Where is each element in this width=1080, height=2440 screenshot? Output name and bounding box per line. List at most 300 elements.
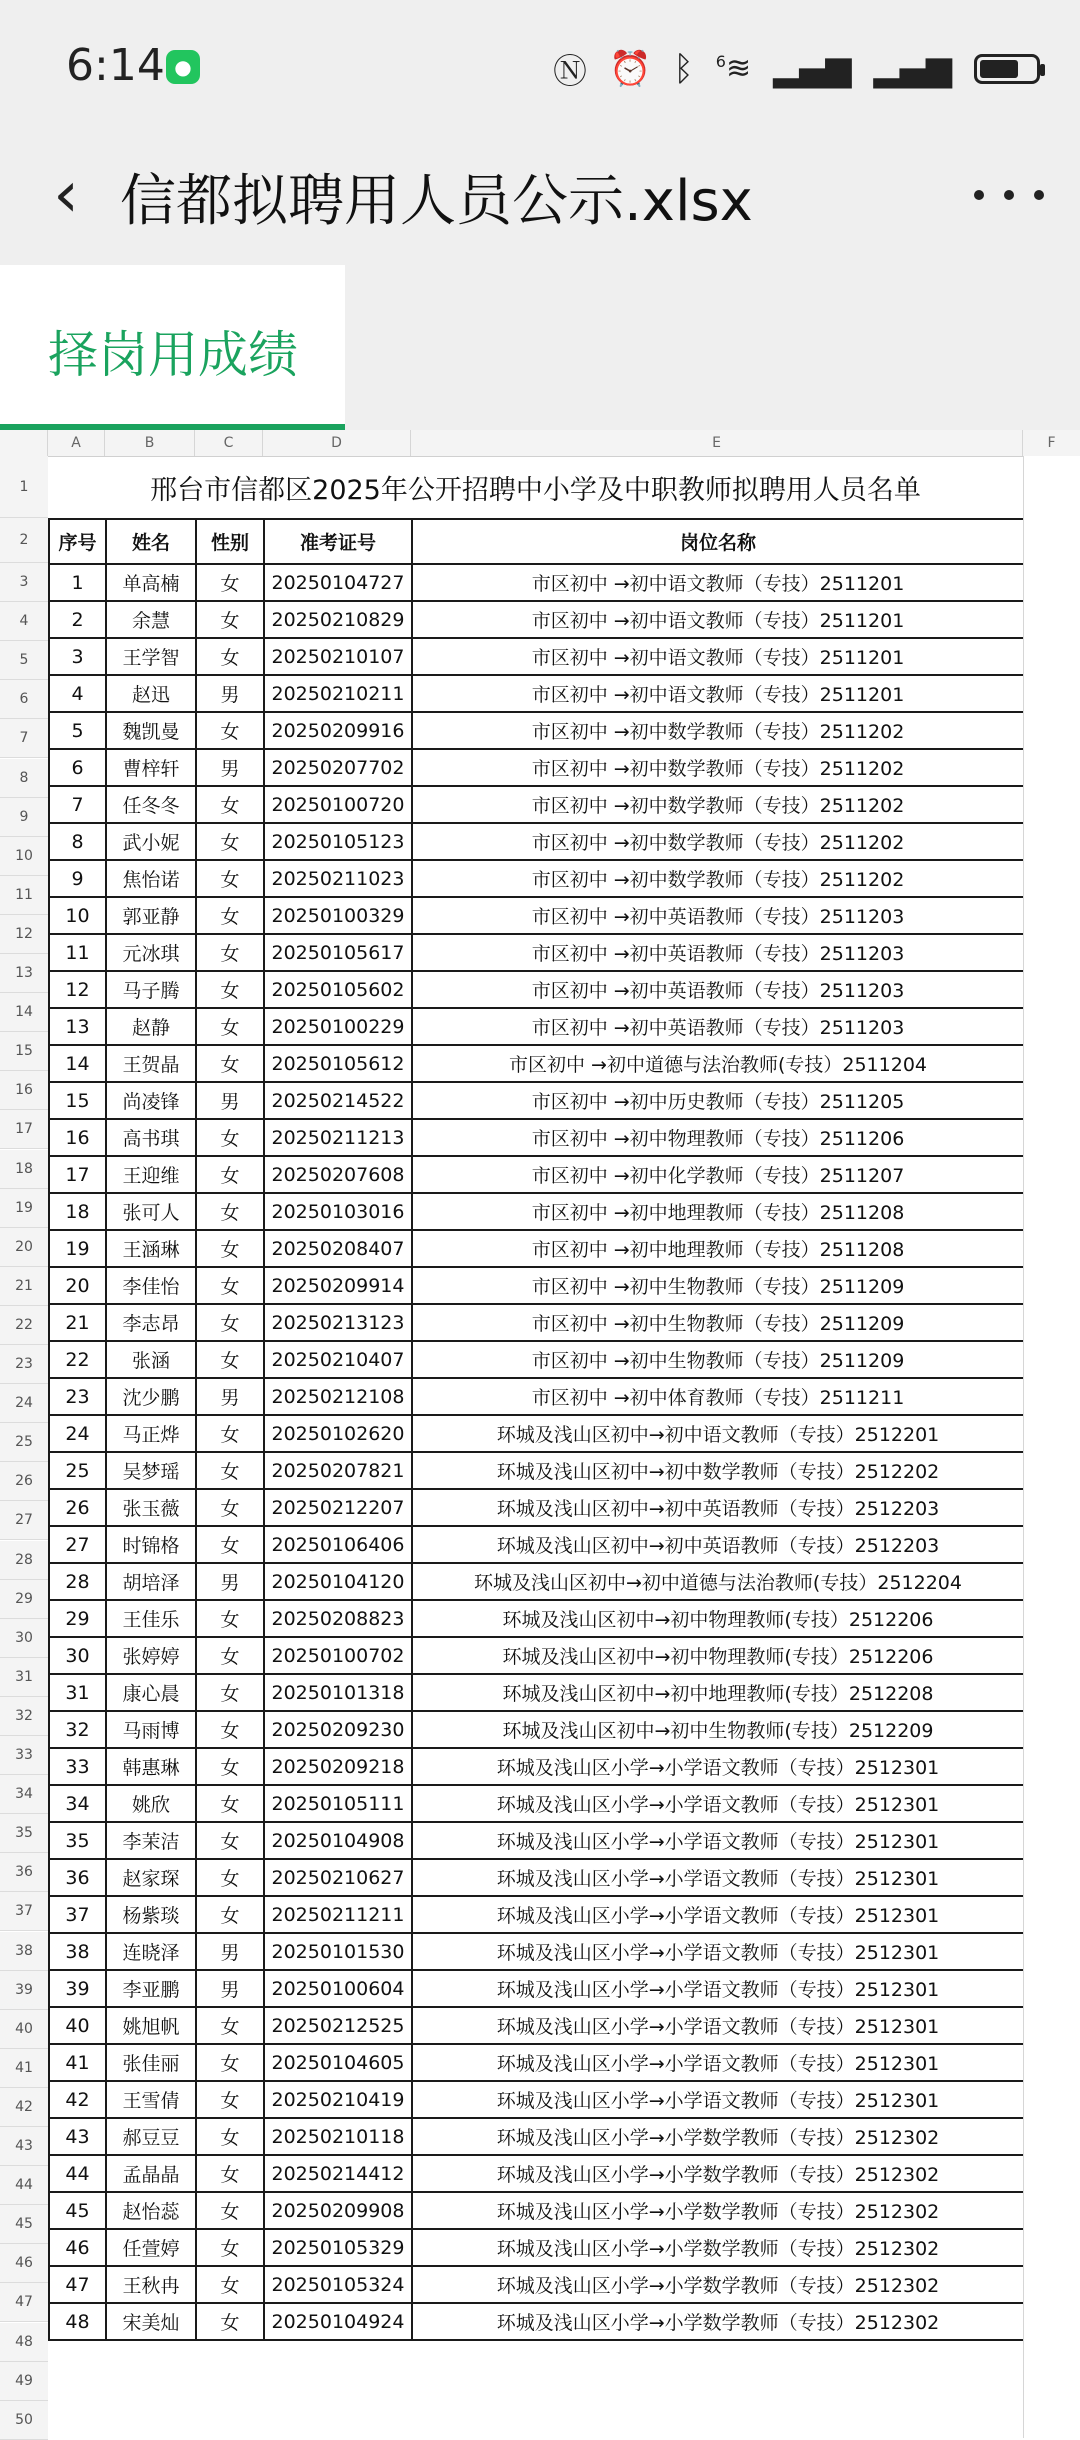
table-cell[interactable]: 20250214412 (264, 2155, 412, 2192)
table-cell[interactable]: 20250104924 (264, 2303, 412, 2340)
table-cell[interactable]: 环城及浅山区小学→小学数学教师（专技）2512302 (412, 2303, 1024, 2340)
row-number[interactable]: 25 (0, 1423, 48, 1462)
row-number[interactable]: 39 (0, 1971, 48, 2010)
table-cell[interactable]: 吴梦瑶 (106, 1452, 196, 1489)
table-cell[interactable]: 女 (196, 1304, 264, 1341)
table-cell[interactable]: 33 (49, 1748, 106, 1785)
table-cell[interactable]: 女 (196, 1045, 264, 1082)
table-cell[interactable]: 19 (49, 1230, 106, 1267)
table-cell[interactable]: 20 (49, 1267, 106, 1304)
table-cell[interactable]: 张可人 (106, 1193, 196, 1230)
table-cell[interactable]: 赵迅 (106, 675, 196, 712)
table-cell[interactable]: 25 (49, 1452, 106, 1489)
table-cell[interactable]: 环城及浅山区小学→小学语文教师（专技）2512301 (412, 1822, 1024, 1859)
table-cell[interactable]: 市区初中 →初中历史教师（专技）2511205 (412, 1082, 1024, 1119)
table-cell[interactable]: 王雪倩 (106, 2081, 196, 2118)
table-cell[interactable]: 20250211213 (264, 1119, 412, 1156)
table-cell[interactable]: 女 (196, 2192, 264, 2229)
table-cell[interactable]: 王秋冉 (106, 2266, 196, 2303)
table-cell[interactable]: 37 (49, 1896, 106, 1933)
table-cell[interactable]: 焦怡诺 (106, 860, 196, 897)
table-cell[interactable]: 环城及浅山区初中→初中语文教师（专技）2512201 (412, 1415, 1024, 1452)
corner-cell[interactable] (0, 430, 48, 456)
table-cell[interactable]: 女 (196, 1415, 264, 1452)
table-cell[interactable]: 17 (49, 1156, 106, 1193)
table-cell[interactable]: 43 (49, 2118, 106, 2155)
table-cell[interactable]: 48 (49, 2303, 106, 2340)
row-number[interactable]: 27 (0, 1501, 48, 1540)
column-header[interactable]: A (48, 430, 105, 456)
table-cell[interactable]: 孟晶晶 (106, 2155, 196, 2192)
row-number[interactable]: 46 (0, 2244, 48, 2283)
table-cell[interactable]: 张玉薇 (106, 1489, 196, 1526)
table-cell[interactable]: 市区初中 →初中数学教师（专技）2511202 (412, 786, 1024, 823)
table-cell[interactable]: 20250105329 (264, 2229, 412, 2266)
table-cell[interactable]: 环城及浅山区小学→小学语文教师（专技）2512301 (412, 2044, 1024, 2081)
table-cell[interactable]: 男 (196, 1970, 264, 2007)
header-cell[interactable]: 序号 (49, 519, 106, 564)
table-cell[interactable]: 20250105123 (264, 823, 412, 860)
table-cell[interactable]: 11 (49, 934, 106, 971)
table-cell[interactable]: 马雨博 (106, 1711, 196, 1748)
table-cell[interactable]: 42 (49, 2081, 106, 2118)
table-cell[interactable]: 女 (196, 2303, 264, 2340)
table-cell[interactable]: 李佳怡 (106, 1267, 196, 1304)
row-number[interactable]: 44 (0, 2166, 48, 2205)
table-cell[interactable]: 28 (49, 1563, 106, 1600)
table-cell[interactable]: 女 (196, 1711, 264, 1748)
table-cell[interactable]: 20250104908 (264, 1822, 412, 1859)
table-cell[interactable]: 20250100229 (264, 1008, 412, 1045)
table-cell[interactable]: 女 (196, 638, 264, 675)
row-number[interactable]: 12 (0, 915, 48, 954)
table-cell[interactable]: 张佳丽 (106, 2044, 196, 2081)
table-cell[interactable]: 市区初中 →初中语文教师（专技）2511201 (412, 675, 1024, 712)
table-cell[interactable]: 20250209914 (264, 1267, 412, 1304)
row-number[interactable]: 8 (0, 759, 48, 798)
table-cell[interactable]: 女 (196, 2155, 264, 2192)
table-cell[interactable]: 20250100720 (264, 786, 412, 823)
table-cell[interactable]: 20250105617 (264, 934, 412, 971)
table-cell[interactable]: 赵怡蕊 (106, 2192, 196, 2229)
table-cell[interactable]: 环城及浅山区小学→小学数学教师（专技）2512302 (412, 2155, 1024, 2192)
table-cell[interactable]: 连晓泽 (106, 1933, 196, 1970)
table-cell[interactable]: 李亚鹏 (106, 1970, 196, 2007)
table-cell[interactable]: 环城及浅山区小学→小学语文教师（专技）2512301 (412, 2081, 1024, 2118)
row-number[interactable]: 10 (0, 837, 48, 876)
table-cell[interactable]: 环城及浅山区初中→初中英语教师（专技）2512203 (412, 1526, 1024, 1563)
table-cell[interactable]: 20250212207 (264, 1489, 412, 1526)
row-number[interactable]: 20 (0, 1228, 48, 1267)
table-cell[interactable]: 36 (49, 1859, 106, 1896)
table-cell[interactable]: 环城及浅山区初中→初中道德与法治教师(专技）2512204 (412, 1563, 1024, 1600)
table-cell[interactable]: 男 (196, 749, 264, 786)
table-cell[interactable]: 20250101318 (264, 1674, 412, 1711)
header-cell[interactable]: 岗位名称 (412, 519, 1024, 564)
row-number[interactable]: 40 (0, 2010, 48, 2049)
row-number[interactable]: 19 (0, 1189, 48, 1228)
table-cell[interactable]: 市区初中 →初中地理教师（专技）2511208 (412, 1193, 1024, 1230)
row-number[interactable]: 35 (0, 1814, 48, 1853)
table-cell[interactable]: 20250209908 (264, 2192, 412, 2229)
row-number[interactable]: 2 (0, 518, 48, 563)
column-header[interactable]: F (1047, 435, 1056, 451)
table-cell[interactable]: 女 (196, 971, 264, 1008)
table-cell[interactable]: 姚欣 (106, 1785, 196, 1822)
table-cell[interactable]: 20250212108 (264, 1378, 412, 1415)
table-cell[interactable]: 20250210118 (264, 2118, 412, 2155)
column-header[interactable]: C (195, 430, 263, 456)
row-number[interactable]: 33 (0, 1736, 48, 1775)
table-cell[interactable]: 女 (196, 1896, 264, 1933)
row-number[interactable]: 36 (0, 1853, 48, 1892)
table-cell[interactable]: 王佳乐 (106, 1600, 196, 1637)
table-cell[interactable]: 男 (196, 1933, 264, 1970)
table-cell[interactable]: 3 (49, 638, 106, 675)
table-cell[interactable]: 市区初中 →初中语文教师（专技）2511201 (412, 564, 1024, 601)
table-cell[interactable]: 20250207608 (264, 1156, 412, 1193)
table-cell[interactable]: 47 (49, 2266, 106, 2303)
row-number[interactable]: 22 (0, 1306, 48, 1345)
row-number[interactable]: 3 (0, 563, 48, 602)
row-number[interactable]: 9 (0, 798, 48, 837)
header-cell[interactable]: 准考证号 (264, 519, 412, 564)
table-cell[interactable]: 21 (49, 1304, 106, 1341)
table-cell[interactable]: 王学智 (106, 638, 196, 675)
row-number[interactable]: 11 (0, 876, 48, 915)
table-cell[interactable]: 市区初中 →初中化学教师（专技）2511207 (412, 1156, 1024, 1193)
row-number[interactable]: 23 (0, 1345, 48, 1384)
table-cell[interactable]: 39 (49, 1970, 106, 2007)
row-number[interactable]: 43 (0, 2127, 48, 2166)
table-cell[interactable]: 环城及浅山区初中→初中地理教师(专技）2512208 (412, 1674, 1024, 1711)
row-number[interactable]: 17 (0, 1110, 48, 1149)
table-cell[interactable]: 女 (196, 564, 264, 601)
table-cell[interactable]: 4 (49, 675, 106, 712)
table-cell[interactable]: 20250105111 (264, 1785, 412, 1822)
header-cell[interactable]: 姓名 (106, 519, 196, 564)
table-cell[interactable]: 20250210829 (264, 601, 412, 638)
table-cell[interactable]: 20250105602 (264, 971, 412, 1008)
table-cell[interactable]: 市区初中 →初中数学教师（专技）2511202 (412, 749, 1024, 786)
row-number[interactable]: 48 (0, 2323, 48, 2362)
table-cell[interactable]: 18 (49, 1193, 106, 1230)
table-cell[interactable]: 环城及浅山区小学→小学数学教师（专技）2512302 (412, 2266, 1024, 2303)
table-cell[interactable]: 时锦格 (106, 1526, 196, 1563)
table-cell[interactable]: 女 (196, 860, 264, 897)
table-cell[interactable]: 市区初中 →初中英语教师（专技）2511203 (412, 897, 1024, 934)
table-cell[interactable]: 38 (49, 1933, 106, 1970)
table-cell[interactable]: 女 (196, 1267, 264, 1304)
table-cell[interactable]: 30 (49, 1637, 106, 1674)
table-cell[interactable]: 12 (49, 971, 106, 1008)
table-cell[interactable]: 24 (49, 1415, 106, 1452)
table-cell[interactable]: 市区初中 →初中数学教师（专技）2511202 (412, 712, 1024, 749)
row-number[interactable]: 21 (0, 1267, 48, 1306)
row-number[interactable]: 4 (0, 602, 48, 641)
table-cell[interactable]: 女 (196, 2081, 264, 2118)
row-number[interactable]: 30 (0, 1619, 48, 1658)
table-cell[interactable]: 20250209916 (264, 712, 412, 749)
row-number[interactable]: 14 (0, 993, 48, 1032)
table-cell[interactable]: 环城及浅山区小学→小学语文教师（专技）2512301 (412, 1896, 1024, 1933)
table-cell[interactable]: 20250104605 (264, 2044, 412, 2081)
table-cell[interactable]: 20250209218 (264, 1748, 412, 1785)
table-cell[interactable]: 27 (49, 1526, 106, 1563)
table-cell[interactable]: 20250105612 (264, 1045, 412, 1082)
table-cell[interactable]: 余慧 (106, 601, 196, 638)
table-cell[interactable]: 市区初中 →初中语文教师（专技）2511201 (412, 638, 1024, 675)
table-cell[interactable]: 女 (196, 601, 264, 638)
table-cell[interactable]: 环城及浅山区小学→小学数学教师（专技）2512302 (412, 2192, 1024, 2229)
table-cell[interactable]: 环城及浅山区初中→初中生物教师(专技）2512209 (412, 1711, 1024, 1748)
row-number[interactable]: 42 (0, 2088, 48, 2127)
table-cell[interactable]: 23 (49, 1378, 106, 1415)
row-number[interactable]: 38 (0, 1932, 48, 1971)
table-cell[interactable]: 20250103016 (264, 1193, 412, 1230)
table-cell[interactable]: 20250213123 (264, 1304, 412, 1341)
row-number[interactable]: 5 (0, 641, 48, 680)
table-cell[interactable]: 5 (49, 712, 106, 749)
table-cell[interactable]: 8 (49, 823, 106, 860)
table-cell[interactable]: 20250211211 (264, 1896, 412, 1933)
table-cell[interactable]: 杨紫琰 (106, 1896, 196, 1933)
table-cell[interactable]: 环城及浅山区小学→小学语文教师（专技）2512301 (412, 1933, 1024, 1970)
table-cell[interactable]: 7 (49, 786, 106, 823)
table-cell[interactable]: 20250208407 (264, 1230, 412, 1267)
table-cell[interactable]: 市区初中 →初中数学教师（专技）2511202 (412, 860, 1024, 897)
table-cell[interactable]: 女 (196, 2044, 264, 2081)
table-cell[interactable]: 女 (196, 1859, 264, 1896)
table-cell[interactable]: 张涵 (106, 1341, 196, 1378)
table-cell[interactable]: 女 (196, 786, 264, 823)
table-cell[interactable]: 20250100702 (264, 1637, 412, 1674)
table-cell[interactable]: 李茉洁 (106, 1822, 196, 1859)
table-cell[interactable]: 市区初中 →初中语文教师（专技）2511201 (412, 601, 1024, 638)
row-number[interactable]: 50 (0, 2401, 48, 2440)
table-cell[interactable]: 20250211023 (264, 860, 412, 897)
table-cell[interactable]: 姚旭帆 (106, 2007, 196, 2044)
column-header[interactable]: D (263, 430, 411, 456)
table-cell[interactable]: 市区初中 →初中数学教师（专技）2511202 (412, 823, 1024, 860)
table-cell[interactable]: 男 (196, 675, 264, 712)
table-cell[interactable]: 20250104727 (264, 564, 412, 601)
table-cell[interactable]: 20250208823 (264, 1600, 412, 1637)
table-cell[interactable]: 任冬冬 (106, 786, 196, 823)
row-number[interactable]: 34 (0, 1775, 48, 1814)
table-cell[interactable]: 市区初中 →初中生物教师（专技）2511209 (412, 1304, 1024, 1341)
table-cell[interactable]: 康心晨 (106, 1674, 196, 1711)
table-cell[interactable]: 元冰琪 (106, 934, 196, 971)
table-cell[interactable]: 任萱婷 (106, 2229, 196, 2266)
row-number[interactable]: 15 (0, 1032, 48, 1071)
table-cell[interactable]: 市区初中 →初中道德与法治教师(专技）2511204 (412, 1045, 1024, 1082)
table-cell[interactable]: 环城及浅山区初中→初中物理教师(专技）2512206 (412, 1637, 1024, 1674)
table-cell[interactable]: 31 (49, 1674, 106, 1711)
table-cell[interactable]: 女 (196, 1008, 264, 1045)
table-cell[interactable]: 20250210627 (264, 1859, 412, 1896)
table-cell[interactable]: 女 (196, 1489, 264, 1526)
row-number[interactable]: 1 (0, 456, 48, 518)
table-cell[interactable]: 市区初中 →初中生物教师（专技）2511209 (412, 1267, 1024, 1304)
table-cell[interactable]: 男 (196, 1082, 264, 1119)
table-cell[interactable]: 环城及浅山区初中→初中物理教师(专技）2512206 (412, 1600, 1024, 1637)
table-cell[interactable]: 女 (196, 1822, 264, 1859)
table-cell[interactable]: 15 (49, 1082, 106, 1119)
table-cell[interactable]: 20250106406 (264, 1526, 412, 1563)
table-cell[interactable]: 市区初中 →初中英语教师（专技）2511203 (412, 971, 1024, 1008)
table-cell[interactable]: 环城及浅山区小学→小学语文教师（专技）2512301 (412, 2007, 1024, 2044)
table-cell[interactable]: 市区初中 →初中地理教师（专技）2511208 (412, 1230, 1024, 1267)
table-cell[interactable]: 34 (49, 1785, 106, 1822)
table-cell[interactable]: 郝豆豆 (106, 2118, 196, 2155)
table-cell[interactable]: 45 (49, 2192, 106, 2229)
table-cell[interactable]: 女 (196, 934, 264, 971)
table-cell[interactable]: 韩惠琳 (106, 1748, 196, 1785)
table-cell[interactable]: 单高楠 (106, 564, 196, 601)
table-cell[interactable]: 女 (196, 1341, 264, 1378)
table-cell[interactable]: 20250207702 (264, 749, 412, 786)
table-cell[interactable]: 2 (49, 601, 106, 638)
table-cell[interactable]: 沈少鹏 (106, 1378, 196, 1415)
table-cell[interactable]: 李志昂 (106, 1304, 196, 1341)
table-cell[interactable]: 29 (49, 1600, 106, 1637)
table-cell[interactable]: 魏凯曼 (106, 712, 196, 749)
table-cell[interactable]: 13 (49, 1008, 106, 1045)
table-cell[interactable]: 女 (196, 823, 264, 860)
column-header[interactable]: B (105, 430, 195, 456)
table-cell[interactable]: 9 (49, 860, 106, 897)
table-cell[interactable]: 女 (196, 1785, 264, 1822)
row-number[interactable]: 41 (0, 2049, 48, 2088)
table-cell[interactable]: 市区初中 →初中生物教师（专技）2511209 (412, 1341, 1024, 1378)
table-cell[interactable]: 环城及浅山区小学→小学语文教师（专技）2512301 (412, 1970, 1024, 2007)
table-cell[interactable]: 10 (49, 897, 106, 934)
table-cell[interactable]: 武小妮 (106, 823, 196, 860)
table-cell[interactable]: 赵静 (106, 1008, 196, 1045)
row-number[interactable]: 32 (0, 1697, 48, 1736)
table-cell[interactable]: 22 (49, 1341, 106, 1378)
table-cell[interactable]: 20250105324 (264, 2266, 412, 2303)
table-cell[interactable]: 20250101530 (264, 1933, 412, 1970)
column-header[interactable]: E (411, 430, 1023, 456)
table-cell[interactable]: 女 (196, 1193, 264, 1230)
table-cell[interactable]: 高书琪 (106, 1119, 196, 1156)
table-cell[interactable]: 40 (49, 2007, 106, 2044)
sheet-tab[interactable] (0, 265, 345, 430)
table-cell[interactable]: 市区初中 →初中英语教师（专技）2511203 (412, 934, 1024, 971)
table-cell[interactable]: 环城及浅山区小学→小学语文教师（专技）2512301 (412, 1785, 1024, 1822)
table-cell[interactable]: 女 (196, 1526, 264, 1563)
header-cell[interactable]: 性别 (196, 519, 264, 564)
table-cell[interactable]: 女 (196, 712, 264, 749)
more-options-button[interactable] (974, 165, 1044, 225)
table-cell[interactable]: 马子腾 (106, 971, 196, 1008)
row-number[interactable]: 6 (0, 680, 48, 719)
table-cell[interactable]: 16 (49, 1119, 106, 1156)
table-cell[interactable]: 20250209230 (264, 1711, 412, 1748)
table-cell[interactable]: 女 (196, 2229, 264, 2266)
column-f-area[interactable] (1023, 456, 1080, 2438)
table-cell[interactable]: 女 (196, 897, 264, 934)
table-cell[interactable]: 女 (196, 2266, 264, 2303)
table-cell[interactable]: 20250100329 (264, 897, 412, 934)
table-cell[interactable]: 环城及浅山区小学→小学数学教师（专技）2512302 (412, 2118, 1024, 2155)
table-cell[interactable]: 20250104120 (264, 1563, 412, 1600)
table-cell[interactable]: 马正烨 (106, 1415, 196, 1452)
row-number[interactable]: 16 (0, 1071, 48, 1110)
table-cell[interactable]: 王迎维 (106, 1156, 196, 1193)
row-number[interactable]: 45 (0, 2205, 48, 2244)
table-cell[interactable]: 女 (196, 1600, 264, 1637)
table-cell[interactable]: 女 (196, 1452, 264, 1489)
row-number[interactable]: 18 (0, 1150, 48, 1189)
table-cell[interactable]: 男 (196, 1378, 264, 1415)
row-number[interactable]: 26 (0, 1462, 48, 1501)
table-cell[interactable]: 女 (196, 2118, 264, 2155)
table-cell[interactable]: 20250210107 (264, 638, 412, 675)
row-number[interactable]: 47 (0, 2283, 48, 2322)
row-number[interactable]: 28 (0, 1541, 48, 1580)
table-cell[interactable]: 环城及浅山区初中→初中数学教师（专技）2512202 (412, 1452, 1024, 1489)
table-cell[interactable]: 胡培泽 (106, 1563, 196, 1600)
table-cell[interactable]: 20250212525 (264, 2007, 412, 2044)
table-cell[interactable]: 20250102620 (264, 1415, 412, 1452)
table-cell[interactable]: 32 (49, 1711, 106, 1748)
table-cell[interactable]: 女 (196, 1674, 264, 1711)
table-cell[interactable]: 王涵琳 (106, 1230, 196, 1267)
table-cell[interactable]: 曹梓轩 (106, 749, 196, 786)
table-cell[interactable]: 宋美灿 (106, 2303, 196, 2340)
row-number[interactable]: 37 (0, 1892, 48, 1931)
table-cell[interactable]: 6 (49, 749, 106, 786)
row-number[interactable]: 13 (0, 954, 48, 993)
table-cell[interactable]: 王贺晶 (106, 1045, 196, 1082)
table-cell[interactable]: 35 (49, 1822, 106, 1859)
table-cell[interactable]: 环城及浅山区小学→小学语文教师（专技）2512301 (412, 1859, 1024, 1896)
row-number[interactable]: 49 (0, 2362, 48, 2401)
table-cell[interactable]: 女 (196, 2007, 264, 2044)
table-cell[interactable]: 20250100604 (264, 1970, 412, 2007)
table-cell[interactable]: 女 (196, 1637, 264, 1674)
table-cell[interactable]: 环城及浅山区初中→初中英语教师（专技）2512203 (412, 1489, 1024, 1526)
table-cell[interactable]: 市区初中 →初中体育教师（专技）2511211 (412, 1378, 1024, 1415)
table-cell[interactable]: 张婷婷 (106, 1637, 196, 1674)
table-cell[interactable]: 赵家琛 (106, 1859, 196, 1896)
table-cell[interactable]: 41 (49, 2044, 106, 2081)
back-button[interactable]: ‹ (53, 158, 79, 232)
row-number[interactable]: 29 (0, 1580, 48, 1619)
table-cell[interactable]: 女 (196, 1230, 264, 1267)
table-cell[interactable]: 20250210211 (264, 675, 412, 712)
table-cell[interactable]: 14 (49, 1045, 106, 1082)
table-cell[interactable]: 女 (196, 1119, 264, 1156)
table-cell[interactable]: 女 (196, 1748, 264, 1785)
table-cell[interactable]: 20250210407 (264, 1341, 412, 1378)
table-cell[interactable]: 市区初中 →初中英语教师（专技）2511203 (412, 1008, 1024, 1045)
table-cell[interactable]: 26 (49, 1489, 106, 1526)
row-number[interactable]: 7 (0, 719, 48, 758)
table-cell[interactable]: 市区初中 →初中物理教师（专技）2511206 (412, 1119, 1024, 1156)
table-cell[interactable]: 46 (49, 2229, 106, 2266)
table-cell[interactable]: 郭亚静 (106, 897, 196, 934)
table-cell[interactable]: 20250214522 (264, 1082, 412, 1119)
table-cell[interactable]: 20250207821 (264, 1452, 412, 1489)
row-number[interactable]: 24 (0, 1384, 48, 1423)
table-cell[interactable]: 女 (196, 1156, 264, 1193)
table-cell[interactable]: 环城及浅山区小学→小学语文教师（专技）2512301 (412, 1748, 1024, 1785)
row-number[interactable]: 31 (0, 1658, 48, 1697)
